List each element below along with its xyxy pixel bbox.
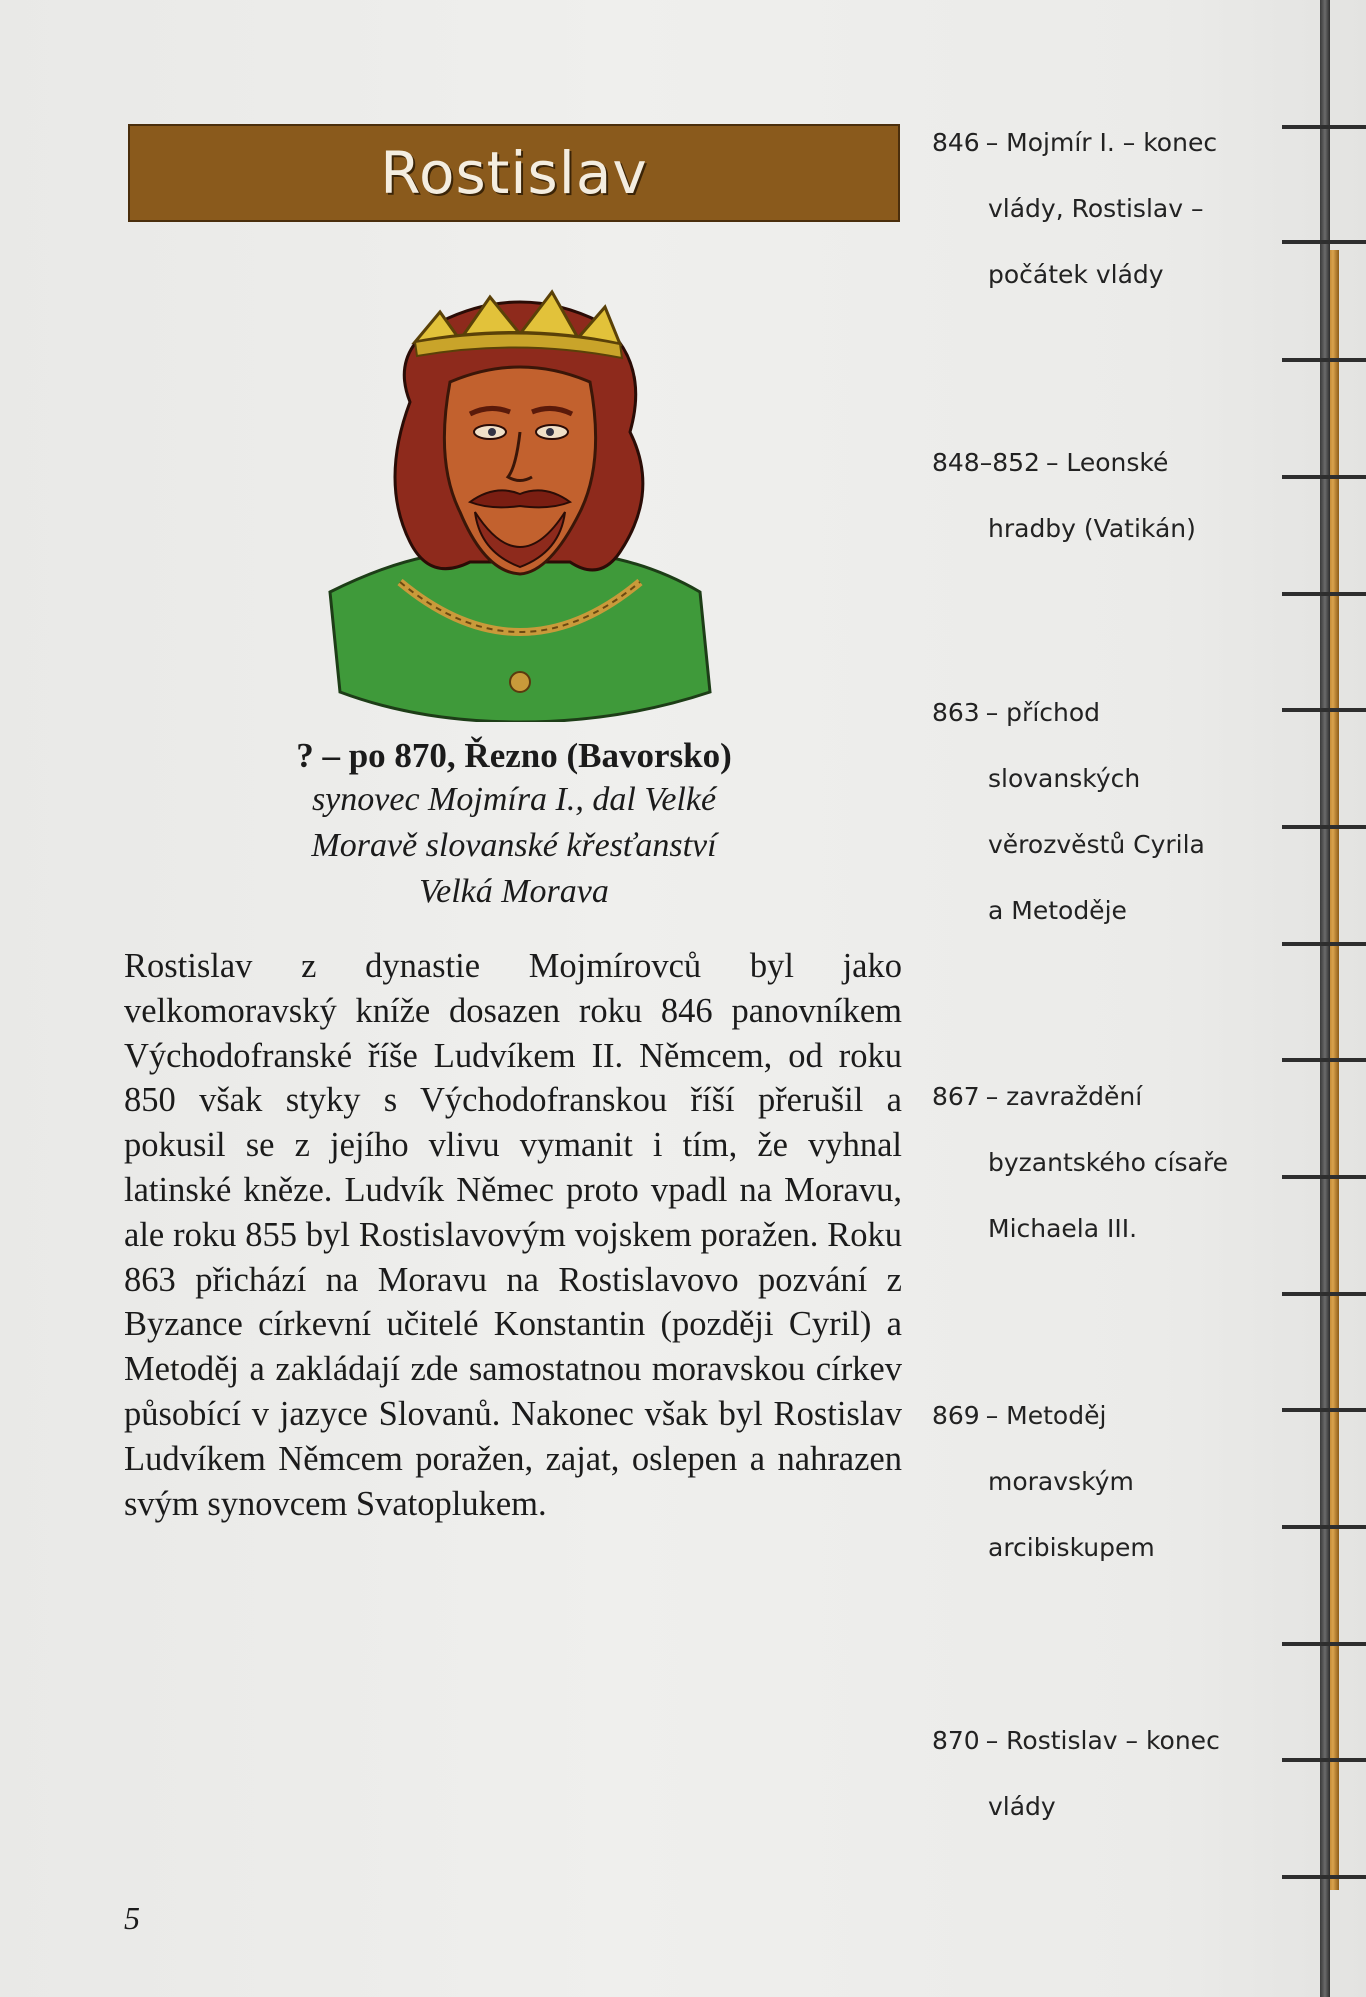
entry-text: vlády, Rostislav – [988,194,1204,223]
biography-paragraph: Rostislav z dynastie Mojmírovců byl jako velkomoravský kníže dosazen roku 846 panovníkem Východofranské říše Ludvíkem II. Němcem, od roku 850 však styky s Východofranskou říší přerušil a pokusil se z jejího vlivu vymanit i tím, že vyhnal latinské kněze. Ludvík Němec proto vpadl na Moravu, ale roku 855 byl Rostislavovým vojskem poražen. Roku 863 přichází na Moravu na Rostislavovo pozvání z Byzance církevní učitelé Konstantin (později Cyril) a Metoděj a zakládají zde samostatnou moravskou církev působící v jazyce Slovanů. Nakonec však byl Rostislav Ludvíkem Němcem poražen, zajat, oslepen a nahrazen svým synovcem Svatoplukem. [124,947,902,1523]
timeline-tick [1282,125,1366,129]
entry-text: slovanských [988,764,1141,793]
entry-text: počátek vlády [988,260,1164,289]
description-line-1: synovec Mojmíra I., dal Velké [311,781,717,818]
timeline-entry-869 [932,1383,1292,1581]
entry-date: 869 [932,1401,980,1430]
timeline-tick [1282,1875,1366,1879]
entry-text: hradby (Vatikán) [988,514,1196,543]
entry-text: – Mojmír I. – konec [985,128,1218,157]
entry-text: moravským [988,1467,1134,1496]
entry-date: 848–852 [932,448,1040,477]
entry-text: Michaela III. [988,1214,1138,1243]
timeline-entry-870 [932,1708,1292,1840]
timeline-entry-846 [932,110,1292,308]
timeline-tick [1282,1525,1366,1529]
entry-text: vlády [988,1792,1056,1821]
page-number: 5 [124,1900,140,1936]
timeline-tick [1282,475,1366,479]
description-line-2: Moravě slovanské křesťanství [311,827,717,864]
timeline-tick [1282,1292,1366,1296]
entry-text: a Metoděje [988,896,1127,925]
timeline-tick [1282,1175,1366,1179]
entry-text: – příchod [985,698,1101,727]
entry-date: 870 [932,1726,980,1755]
timeline-tick [1282,1408,1366,1412]
timeline-tick [1282,240,1366,244]
timeline-tick [1282,825,1366,829]
entry-text: – Metoděj [985,1401,1107,1430]
timeline-tick [1282,592,1366,596]
portrait-caption [128,735,900,915]
timeline-tick [1282,1058,1366,1062]
title-banner [128,124,900,222]
timeline [920,0,1366,1997]
timeline-tick [1282,1758,1366,1762]
entry-text: – Leonské [1045,448,1169,477]
entry-text: byzantského císaře [988,1148,1228,1177]
entry-text: – zavraždění [985,1082,1143,1111]
realm-name: Velká Morava [419,873,609,910]
timeline-spine [1320,0,1330,1997]
life-dates: ? – po 870, Řezno (Bavorsko) [296,736,732,775]
timeline-tick [1282,942,1366,946]
entry-text: arcibiskupem [988,1533,1155,1562]
timeline-tick [1282,1642,1366,1646]
entry-date: 867 [932,1082,980,1111]
timeline-entry-848-852 [932,430,1292,562]
timeline-entry-863 [932,680,1292,944]
entry-date: 846 [932,128,980,157]
timeline-tick [1282,708,1366,712]
timeline-entry-867 [932,1064,1292,1262]
page-title: Rostislav [380,139,648,207]
entry-text: věrozvěstů Cyrila [988,830,1205,859]
king-portrait-illustration [320,262,720,722]
timeline-tick [1282,358,1366,362]
entry-date: 863 [932,698,980,727]
entry-text: – Rostislav – konec [985,1726,1220,1755]
